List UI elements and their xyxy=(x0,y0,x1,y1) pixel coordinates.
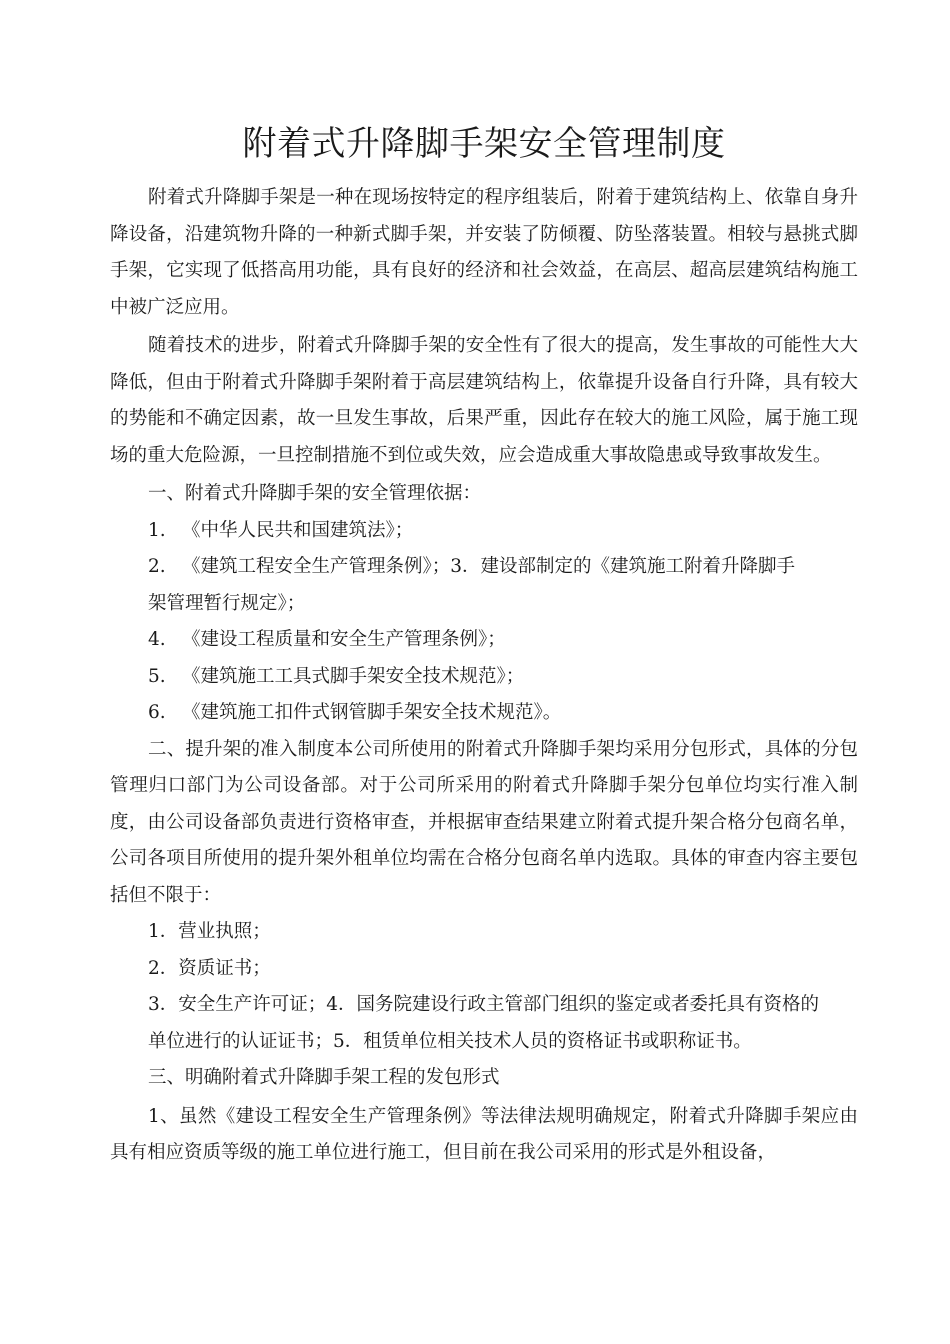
section3-paragraph: 1、虽然《建设工程安全生产管理条例》等法律法规明确规定，附着式升降脚手架应由具有相应资质等级的施工单位进行施工，但目前在我公司采用的形式是外租设备， xyxy=(110,1105,858,1163)
list-item xyxy=(110,695,858,732)
section1-heading: 一、附着式升降脚手架的安全管理依据： xyxy=(148,483,482,504)
item-text-continued: 架管理暂行规定》； xyxy=(148,592,306,614)
item-number: 6. xyxy=(148,702,166,723)
item-number: 1. xyxy=(148,519,166,541)
item-text: 3．安全生产许可证；4．国务院建设行政主管部门组织的鉴定或者委托具有资格的 xyxy=(148,994,820,1015)
list-item xyxy=(110,549,858,622)
section3-heading: 三、明确附着式升降脚手架工程的发包形式 xyxy=(148,1067,500,1088)
item-text-continued: 单位进行的认证证书；5．租赁单位相关技术人员的资格证书或职称证书。 xyxy=(148,1030,752,1052)
item-text: 2．资质证书； xyxy=(148,957,271,979)
list-item xyxy=(110,914,858,951)
item-number: 4. xyxy=(148,629,166,650)
item-text: 《建筑施工工具式脚手架安全技术规范》； xyxy=(182,665,525,687)
item-number: 5. xyxy=(148,665,166,687)
item-text: 《中华人民共和国建筑法》； xyxy=(182,519,414,541)
document-title: 附着式升降脚手架安全管理制度 xyxy=(242,124,726,164)
item-text: 《建设工程质量和安全生产管理条例》； xyxy=(182,629,506,650)
list-item xyxy=(110,622,858,659)
item-number: 2. xyxy=(148,556,166,577)
intro-paragraph-1: 附着式升降脚手架是一种在现场按特定的程序组装后，附着于建筑结构上、依靠自身升降设备，沿建筑物升降的一种新式脚手架，并安装了防倾覆、防坠落装置。相较与悬挑式脚手架，它实现了低搭高用功能，具有良好的经济和社会效益，在高层、超高层建筑结构施工中被广泛应用。 xyxy=(110,187,858,318)
item-text: 《建筑施工扣件式钢管脚手架安全技术规范》。 xyxy=(182,702,562,723)
intro-paragraph-2: 随着技术的进步，附着式升降脚手架的安全性有了很大的提高，发生事故的可能性大大降低，但由于附着式升降脚手架附着于高层建筑结构上，依靠提升设备自行升降，具有较大的势能和不确定因素，故一旦发生事故，后果严重，因此存在较大的施工风险，属于施工现场的重大危险源，一旦控制措施不到位或失效，应会造成重大事故隐患或导致事故发生。 xyxy=(110,335,858,466)
list-item xyxy=(110,987,858,1060)
list-item xyxy=(110,659,858,696)
item-text: 《建筑工程安全生产管理条例》；3．建设部制定的《建筑施工附着升降脚手 xyxy=(182,556,796,577)
item-text: 1．营业执照； xyxy=(148,921,271,942)
section2-paragraph: 二、提升架的准入制度本公司所使用的附着式升降脚手架均采用分包形式，具体的分包管理归口部门为公司设备部。对于公司所采用的附着式升降脚手架分包单位均实行准入制度，由公司设备部负责进行资格审查，并根据审查结果建立附着式提升架合格分包商名单，公司各项目所使用的提升架外租单位均需在合格分包商名单内选取。具体的审查内容主要包括但不限于： xyxy=(110,738,858,906)
list-item xyxy=(110,513,858,550)
list-item xyxy=(110,951,858,988)
